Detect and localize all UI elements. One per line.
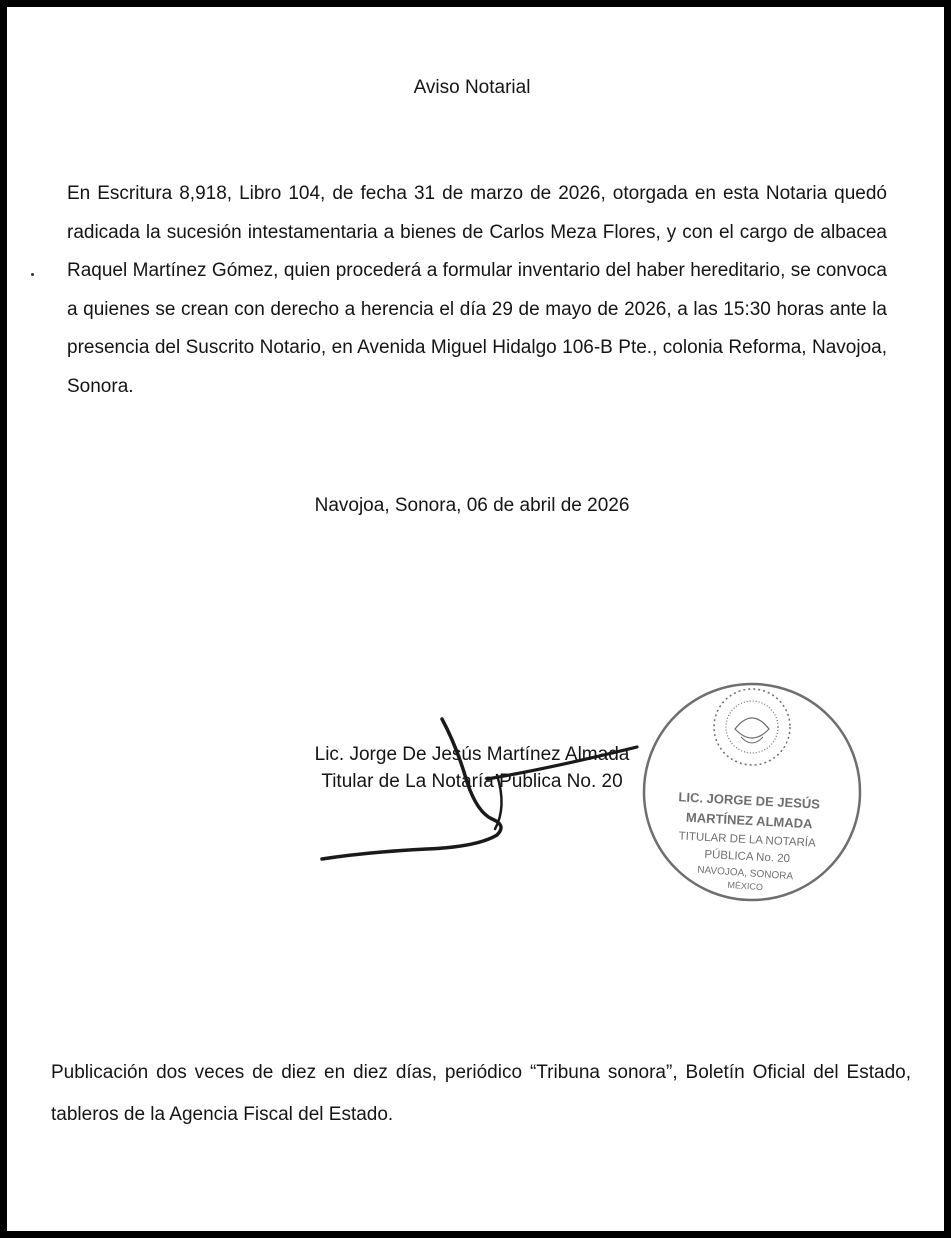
signer-title: Titular de La Notaría Pública No. 20 (321, 771, 623, 792)
svg-text:TITULAR DE LA NOTARÍA: TITULAR DE LA NOTARÍA (678, 830, 816, 850)
signer-name: Lic. Jorge De Jesús Martínez Almada (314, 744, 630, 765)
document-title: Aviso Notarial (413, 77, 531, 98)
notice-body-paragraph: En Escritura 8,918, Libro 104, de fecha 31 de marzo de 2026, otorgada en esta Notaria quedó radicada la sucesión intestamentaria a bienes de Carlos Meza Flores, y con el cargo de albacea Raquel Martínez Gómez, quien procederá a formular inventario del haber hereditario, se convoca a quienes se crean con derecho a herencia el día 29 de mayo de 2026, a las 15:30 horas ante la presencia del Suscrito Notario, en Avenida Miguel Hidalgo 106-B Pte., colonia Reforma, Navojoa, Sonora. (67, 183, 887, 397)
svg-text:MARTÍNEZ ALMADA: MARTÍNEZ ALMADA (685, 809, 813, 832)
svg-text:LIC. JORGE DE JESÚS: LIC. JORGE DE JESÚS (678, 789, 821, 812)
publication-note: Publicación dos veces de diez en diez días, periódico “Tribuna sonora”, Boletín Oficial del Estado, tableros de la Agencia Fiscal del Estado. (51, 1062, 911, 1125)
notarial-notice-page (7, 7, 944, 1231)
notary-seal-stamp (637, 677, 867, 907)
handwritten-signature (307, 707, 647, 877)
scan-speck (31, 273, 34, 276)
svg-text:NAVOJOA, SONORA: NAVOJOA, SONORA (696, 864, 794, 883)
svg-text:MÉXICO: MÉXICO (727, 879, 764, 893)
place-and-date: Navojoa, Sonora, 06 de abril de 2026 (314, 495, 630, 516)
svg-text:PÚBLICA No. 20: PÚBLICA No. 20 (704, 848, 791, 866)
